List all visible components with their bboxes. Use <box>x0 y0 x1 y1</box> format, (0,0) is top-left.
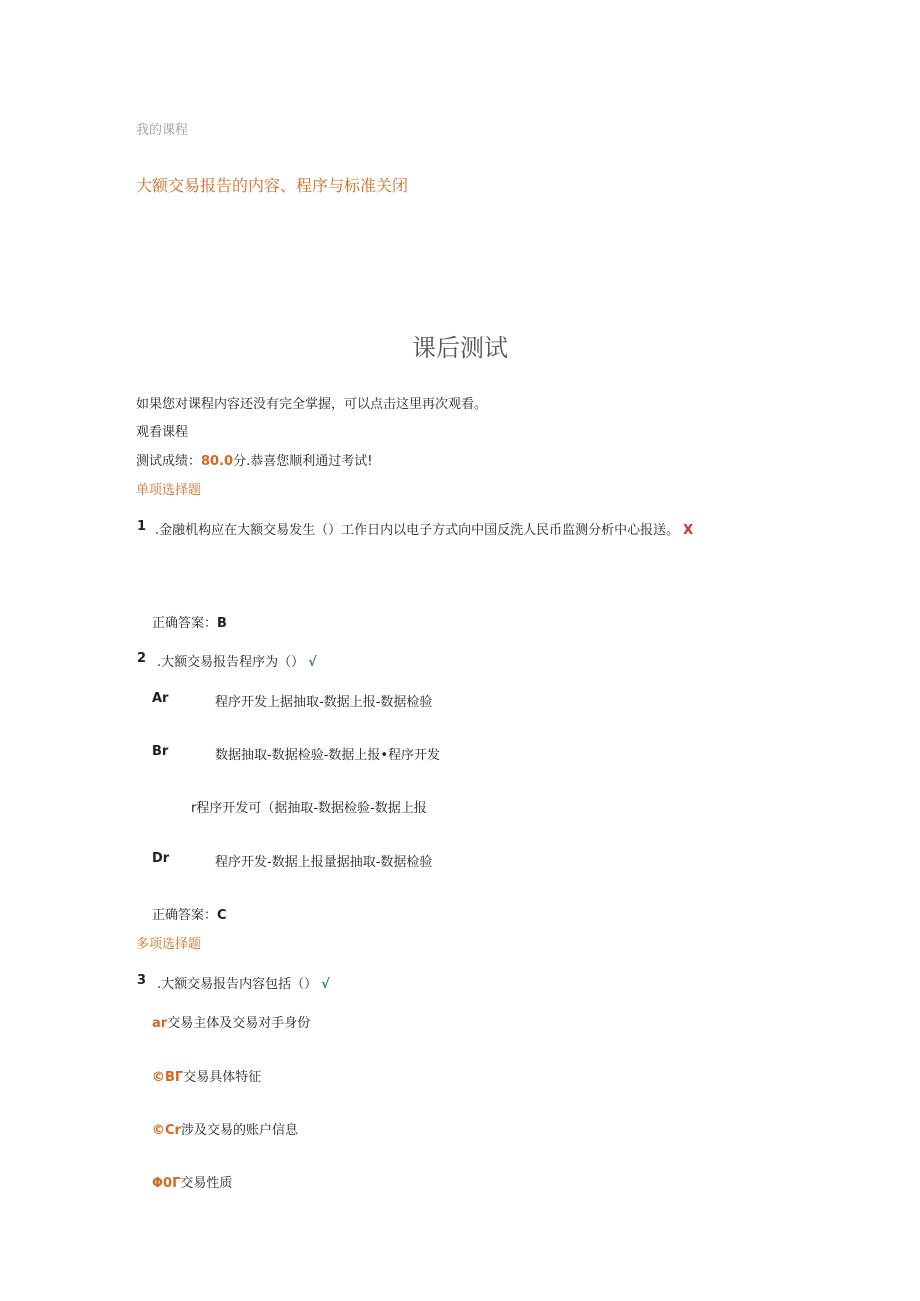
question-text: .金融机构应在大额交易发生（）工作日内以电子方式向中国反洗人民币监测分析中心报送。 <box>155 523 680 538</box>
watch-course-link[interactable]: 观看课程 <box>136 425 189 440</box>
question-number: 3 <box>137 973 147 988</box>
multi-option[interactable] <box>152 1172 232 1191</box>
multi-option[interactable] <box>152 1012 310 1031</box>
section-multi-choice: 多项选择题 <box>136 937 202 952</box>
option-marker: ©BΓ <box>152 1070 184 1085</box>
option-text[interactable]: 程序开发上据抽取-数据上报-数据检验 <box>215 695 433 710</box>
check-mark-icon: √ <box>308 655 317 670</box>
option-marker: ©Cr <box>152 1123 181 1138</box>
option-text: 交易具体特征 <box>183 1070 262 1085</box>
wrong-mark-icon: X <box>683 523 694 538</box>
rewatch-notice <box>136 393 487 412</box>
breadcrumb[interactable]: 我的课程 <box>136 123 189 138</box>
check-mark-icon: √ <box>321 977 330 992</box>
question-text: .大额交易报告程序为（） <box>157 655 305 670</box>
option-text: 涉及交易的账户信息 <box>180 1123 298 1138</box>
option-text: 交易主体及交易对手身份 <box>167 1016 311 1031</box>
rewatch-notice-text: 如果您对课程内容还没有完全掌握，可以点击这里再次观看。 <box>136 397 488 412</box>
question-number: 1 <box>137 519 147 534</box>
option-letter[interactable]: Br <box>152 744 169 759</box>
option-marker: ar <box>152 1016 168 1031</box>
answer-label: 正确答案： <box>152 908 218 923</box>
multi-option[interactable] <box>152 1066 261 1085</box>
answer-label: 正确答案： <box>152 616 218 631</box>
correct-answer <box>152 612 227 631</box>
question-3 <box>157 973 330 992</box>
test-score <box>136 450 372 469</box>
question-1 <box>155 519 693 538</box>
page-title: 课后测试 <box>412 334 508 362</box>
question-text: .大额交易报告内容包括（） <box>157 977 318 992</box>
option-marker: Φ0Γ <box>152 1176 181 1191</box>
answer-value: C <box>217 908 227 923</box>
course-title: 大额交易报告的内容、程序与标准关闭 <box>136 176 409 195</box>
option-letter[interactable]: Ar <box>152 691 169 706</box>
answer-value: B <box>217 616 227 631</box>
multi-option[interactable] <box>152 1119 298 1138</box>
score-value: 80.0 <box>201 454 234 469</box>
option-letter[interactable]: Dr <box>152 851 170 866</box>
option-text[interactable]: 程序开发-数据上报量据抽取-数据检验 <box>215 855 433 870</box>
section-single-choice: 单项选择题 <box>136 483 202 498</box>
option-text[interactable]: r程序开发可（据抽取-数据检验-数据上报 <box>191 801 427 816</box>
option-text: 交易性质 <box>180 1176 233 1191</box>
score-prefix: 测试成绩： <box>136 454 202 469</box>
question-2 <box>157 651 317 670</box>
option-text[interactable]: 数据抽取-数据检验-数据上报•程序开发 <box>215 748 441 763</box>
question-number: 2 <box>137 651 147 666</box>
correct-answer <box>152 904 227 923</box>
score-suffix: 分.恭喜您顺利通过考试! <box>233 454 373 469</box>
